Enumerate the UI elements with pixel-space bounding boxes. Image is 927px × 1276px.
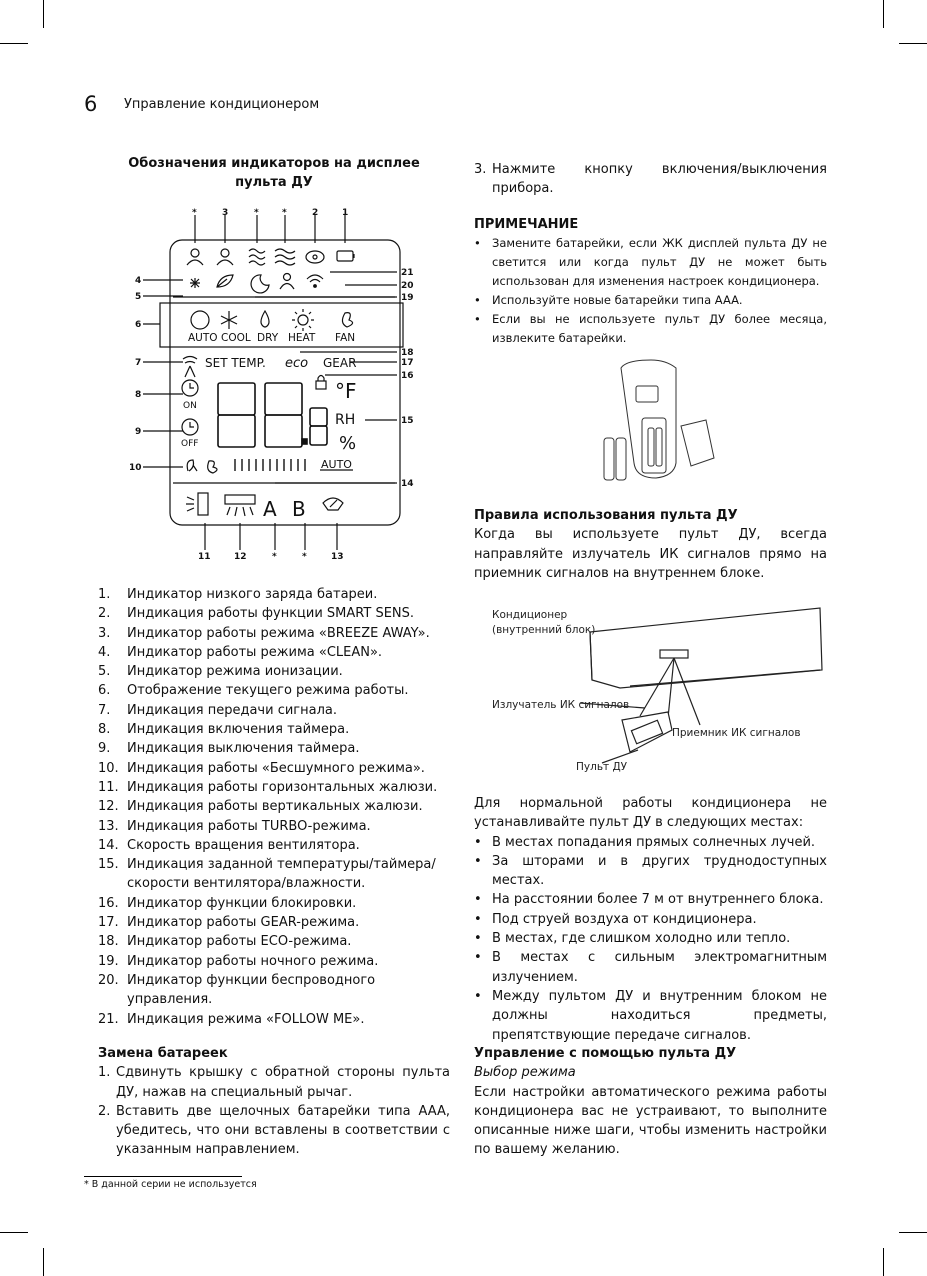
callout: 21 [401,268,414,278]
legend-item: 15. Индикация заданной температуры/таймера/ скорости вентилятора/влажности. [98,857,436,892]
battery-heading: Замена батареек [98,1046,228,1061]
remote-display-diagram [125,205,425,560]
footnote: * В данной серии не используется [84,1179,257,1190]
eco-label: eco [285,356,309,371]
callout: 4 [135,276,142,286]
placement-item: • Между пультом ДУ и внутренним блоком не должны находиться предметы, препятствующие передаче сигналов. [474,988,827,1043]
receiver-label: Приемник ИК сигналов [672,727,801,739]
indicator-legend [98,585,450,1029]
mode-heading: Выбор режима [474,1065,576,1081]
footnote-rule [84,1176,242,1177]
louver-b-label: B [292,497,306,521]
display-title-line: пульта ДУ [235,175,313,191]
callout: * [302,552,307,560]
callout: 20 [401,281,414,291]
mode-text: Если настройки автоматического режима работы кондиционера вас не устраивают, то выполните описанные ниже шаги, чтобы изменить настройки по вашему желанию. [474,1084,827,1158]
remote-label: Пульт ДУ [576,761,628,773]
rh-label: RH [335,412,356,428]
gear-label: GEAR [323,356,357,370]
percent-label: % [339,433,357,454]
section-title: Управление кондиционером [124,97,320,112]
mode-label: DRY [257,332,279,344]
step-3: 3. Нажмите кнопку включения/выключения прибора. [474,162,827,197]
callout: 2 [312,208,319,218]
legend-item: 9. Индикация выключения таймера. [98,741,360,757]
control-heading: Управление с помощью пульта ДУ [474,1046,737,1061]
callout: 5 [135,292,142,302]
callout: * [254,208,259,218]
fan-auto-label: AUTO [321,458,352,471]
timer-off-label: OFF [181,439,199,449]
note-item: • Замените батарейки, если ЖК дисплей пульта ДУ не светится или когда пульт ДУ не может быть использован для изменения настроек кондиционера. [474,235,827,288]
ac-unit-figure [490,600,830,780]
crop-mark [883,1248,884,1276]
emitter-label: Излучатель ИК сигналов [492,699,630,711]
legend-item: 4. Индикатор работы режима «CLEAN». [98,644,383,660]
legend-item: 12. Индикация работы вертикальных жалюзи. [98,799,423,815]
legend-item: 3. Индикатор работы режима «BREEZE AWAY». [98,625,430,641]
callout: * [192,208,197,218]
legend-item: 21. Индикация режима «FOLLOW ME». [98,1011,365,1027]
legend-item: 10. Индикация работы «Бесшумного режима». [98,760,425,776]
mode-label: COOL [221,332,251,344]
callout: 10 [129,463,142,473]
degree-label: °F [335,379,357,403]
callout: 8 [135,390,142,400]
legend-item: 11. Индикация работы горизонтальных жалюзи. [98,779,438,795]
page-number: 6 [84,92,98,116]
mode-label: HEAT [288,332,316,344]
callout: 14 [401,479,414,489]
legend-item: 18. Индикатор работы ECO-режима. [98,934,352,950]
set-temp-label: SET TEMP. [205,356,266,370]
page-header [84,92,320,116]
placement-intro: Для нормальной работы кондиционера не устанавливайте пульт ДУ в следующих местах: [474,796,827,831]
legend-item: 6. Отображение текущего режима работы. [98,683,409,699]
crop-mark [883,0,884,28]
crop-mark [899,43,927,44]
placement-section [474,794,827,1045]
callout: 12 [234,552,247,560]
legend-item: 14. Скорость вращения вентилятора. [98,837,360,853]
legend-item: 16. Индикатор функции блокировки. [98,895,357,911]
ac-label: Кондиционер [492,609,568,621]
legend-item: 20. Индикатор функции беспроводного управления. [98,972,376,1008]
louver-a-label: A [263,497,277,521]
battery-step: 2. Вставить две щелочных батарейки типа AAA, убедитесь, что они вставлены в соответствии с указанным направлением. [98,1103,450,1158]
mode-label: FAN [335,332,356,344]
placement-item: • На расстоянии более 7 м от внутреннего блока. [474,892,824,908]
callout: 1 [342,208,349,218]
callout: * [272,552,277,560]
rules-section [474,506,827,583]
callout: 16 [401,371,414,381]
crop-mark [43,0,44,28]
callout: 9 [135,427,142,437]
legend-item: 19. Индикатор работы ночного режима. [98,953,379,969]
legend-item: 13. Индикация работы TURBO-режима. [98,818,371,834]
rules-heading: Правила использования пульта ДУ [474,508,738,523]
legend-item: 8. Индикация включения таймера. [98,722,350,738]
display-title [98,154,450,193]
legend-item: 17. Индикатор работы GEAR-режима. [98,915,360,931]
note-item: • Если вы не используете пульт ДУ более месяца, извлеките батарейки. [474,311,827,345]
placement-item: • За шторами и в других труднодоступных местах. [474,853,827,889]
callout: 18 [401,348,414,358]
control-section [474,1044,827,1160]
legend-item: 7. Индикация передачи сигнала. [98,702,337,718]
mode-label: AUTO [188,332,218,344]
placement-item: • В местах с сильным электромагнитным излучением. [474,950,827,985]
note-heading: ПРИМЕЧАНИЕ [474,216,579,232]
callout: 19 [401,293,414,303]
right-top [474,160,827,348]
ac-label: (внутренний блок) [492,624,596,636]
timer-on-label: ON [183,401,197,411]
battery-section [98,1044,450,1160]
remote-battery-figure [596,358,726,493]
crop-mark [43,1248,44,1276]
callout: 13 [331,552,344,560]
callout: 6 [135,320,142,330]
legend-item: 1. Индикатор низкого заряда батареи. [98,587,378,602]
callout: 3 [222,208,229,218]
rules-text: Когда вы используете пульт ДУ, всегда направляйте излучатель ИК сигналов прямо на приемник сигналов на внутреннем блоке. [474,527,827,581]
crop-mark [899,1232,927,1233]
legend-item: 5. Индикатор режима ионизации. [98,664,343,680]
legend-item: 2. Индикация работы функции SMART SENS. [98,606,415,622]
callout: 7 [135,358,142,368]
callout: 15 [401,416,414,426]
callout: * [282,208,287,218]
placement-item: • В местах, где слишком холодно или тепло. [474,931,791,947]
callout: 11 [198,552,211,560]
placement-item: • В местах попадания прямых солнечных лучей. [474,834,816,850]
placement-item: • Под струей воздуха от кондиционера. [474,911,757,927]
display-title-line: Обозначения индикаторов на дисплее [128,156,420,171]
crop-mark [0,1232,28,1233]
battery-step: 1. Сдвинуть крышку с обратной стороны пульта ДУ, нажав на специальный рычаг. [98,1065,450,1100]
note-item: • Используйте новые батарейки типа AAA. [474,292,743,307]
callout: 17 [401,358,414,368]
crop-mark [0,43,28,44]
